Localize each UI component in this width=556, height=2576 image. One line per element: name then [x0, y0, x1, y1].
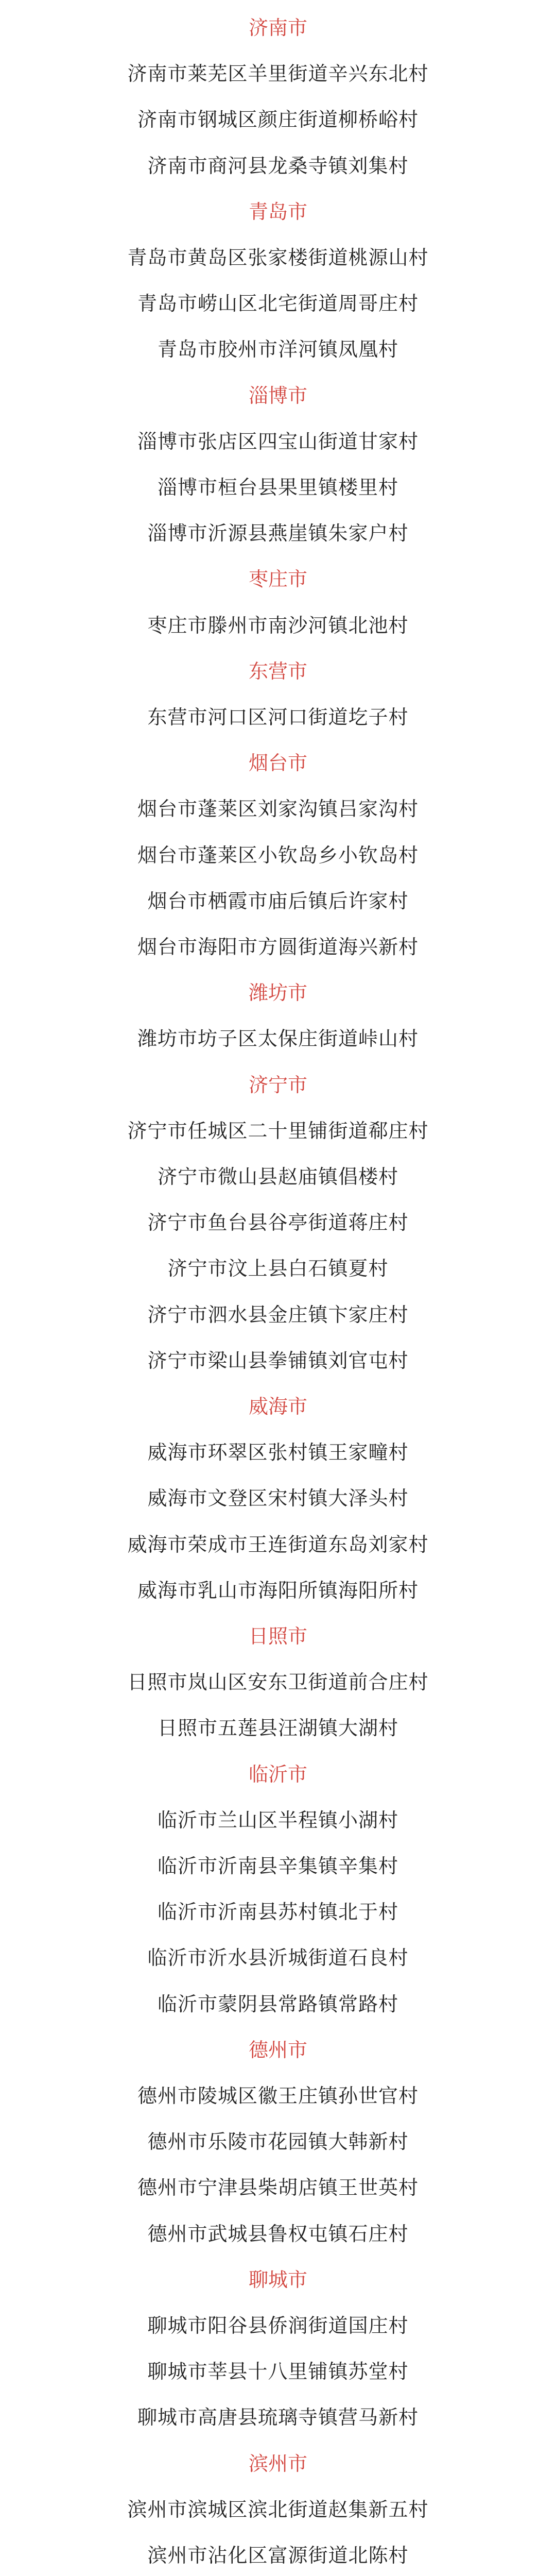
village-entry: 临沂市沂南县辛集镇辛集村 [157, 1855, 398, 1877]
village-entry: 潍坊市坊子区太保庄街道峠山村 [137, 1027, 419, 1050]
village-entry: 日照市岚山区安东卫街道前合庄村 [127, 1671, 429, 1694]
village-entry: 青岛市胶州市洋河镇凤凰村 [157, 338, 398, 361]
village-entry: 临沂市兰山区半程镇小湖村 [157, 1808, 398, 1832]
village-entry: 济宁市泗水县金庄镇卞家庄村 [147, 1303, 409, 1326]
village-entry: 烟台市栖霞市庙后镇后许家村 [147, 889, 409, 912]
village-entry: 枣庄市滕州市南沙河镇北池村 [147, 614, 409, 637]
village-entry: 烟台市蓬莱区小钦岛乡小钦岛村 [137, 843, 419, 867]
city-heading: 滨州市 [248, 2452, 307, 2475]
village-entry: 济宁市梁山县拳铺镇刘官屯村 [147, 1349, 409, 1372]
village-entry: 德州市武城县鲁权屯镇石庄村 [147, 2222, 409, 2245]
village-entry: 济宁市鱼台县谷亭街道蒋庄村 [147, 1211, 409, 1234]
village-entry: 淄博市张店区四宝山街道甘家村 [137, 430, 419, 453]
city-heading: 济宁市 [248, 1073, 307, 1096]
city-heading: 济南市 [248, 16, 307, 39]
city-heading: 淄博市 [248, 384, 307, 407]
village-entry: 滨州市滨城区滨北街道赵集新五村 [127, 2498, 429, 2521]
village-entry: 滨州市沾化区富源街道北陈村 [147, 2544, 409, 2567]
village-entry: 德州市乐陵市花园镇大韩新村 [147, 2130, 409, 2154]
village-entry: 烟台市蓬莱区刘家沟镇吕家沟村 [137, 798, 419, 821]
village-entry: 威海市文登区宋村镇大泽头村 [147, 1487, 409, 1510]
city-heading: 临沂市 [248, 1762, 307, 1786]
village-entry: 淄博市沂源县燕崖镇朱家户村 [147, 522, 409, 545]
village-entry: 青岛市崂山区北宅街道周哥庄村 [137, 292, 419, 315]
village-entry: 聊城市阳谷县侨润街道国庄村 [147, 2314, 409, 2337]
city-heading: 青岛市 [248, 200, 307, 223]
village-entry: 威海市环翠区张村镇王家疃村 [147, 1441, 409, 1464]
village-entry: 济宁市汶上县白石镇夏村 [167, 1257, 389, 1280]
village-entry: 威海市乳山市海阳所镇海阳所村 [137, 1579, 419, 1602]
city-heading: 烟台市 [248, 752, 307, 775]
village-entry: 济南市莱芜区羊里街道辛兴东北村 [127, 62, 429, 86]
village-entry: 济南市商河县龙桑寺镇刘集村 [147, 154, 409, 177]
village-entry: 日照市五莲县汪湖镇大湖村 [157, 1717, 398, 1740]
city-heading: 威海市 [248, 1395, 307, 1418]
city-heading: 枣庄市 [248, 568, 307, 591]
village-entry: 临沂市沂水县沂城街道石良村 [147, 1946, 409, 1970]
village-entry: 烟台市海阳市方圆街道海兴新村 [137, 936, 419, 958]
village-entry: 聊城市高唐县琉璃寺镇营马新村 [137, 2406, 419, 2429]
village-entry: 济南市钢城区颜庄街道柳桥峪村 [137, 108, 419, 131]
city-heading: 德州市 [248, 2038, 307, 2061]
village-entry: 淄博市桓台县果里镇楼里村 [157, 476, 398, 499]
village-entry: 德州市陵城区徽王庄镇孙世官村 [137, 2084, 419, 2107]
village-entry: 威海市荣成市王连街道东岛刘家村 [127, 1533, 429, 1556]
city-heading: 聊城市 [248, 2268, 307, 2291]
village-entry: 临沂市蒙阴县常路镇常路村 [157, 1992, 398, 2015]
city-heading: 潍坊市 [248, 981, 307, 1005]
village-entry: 德州市宁津县柴胡店镇王世英村 [137, 2176, 419, 2199]
village-entry: 聊城市莘县十八里铺镇苏堂村 [147, 2360, 409, 2383]
village-entry: 济宁市微山县赵庙镇倡楼村 [157, 1165, 398, 1188]
village-entry: 东营市河口区河口街道圪子村 [147, 706, 409, 728]
city-heading: 东营市 [248, 659, 307, 683]
village-entry: 济宁市任城区二十里铺街道郗庄村 [127, 1119, 429, 1142]
village-entry: 青岛市黄岛区张家楼街道桃源山村 [127, 246, 429, 269]
village-entry: 临沂市沂南县苏村镇北于村 [157, 1901, 398, 1924]
city-heading: 日照市 [248, 1625, 307, 1648]
